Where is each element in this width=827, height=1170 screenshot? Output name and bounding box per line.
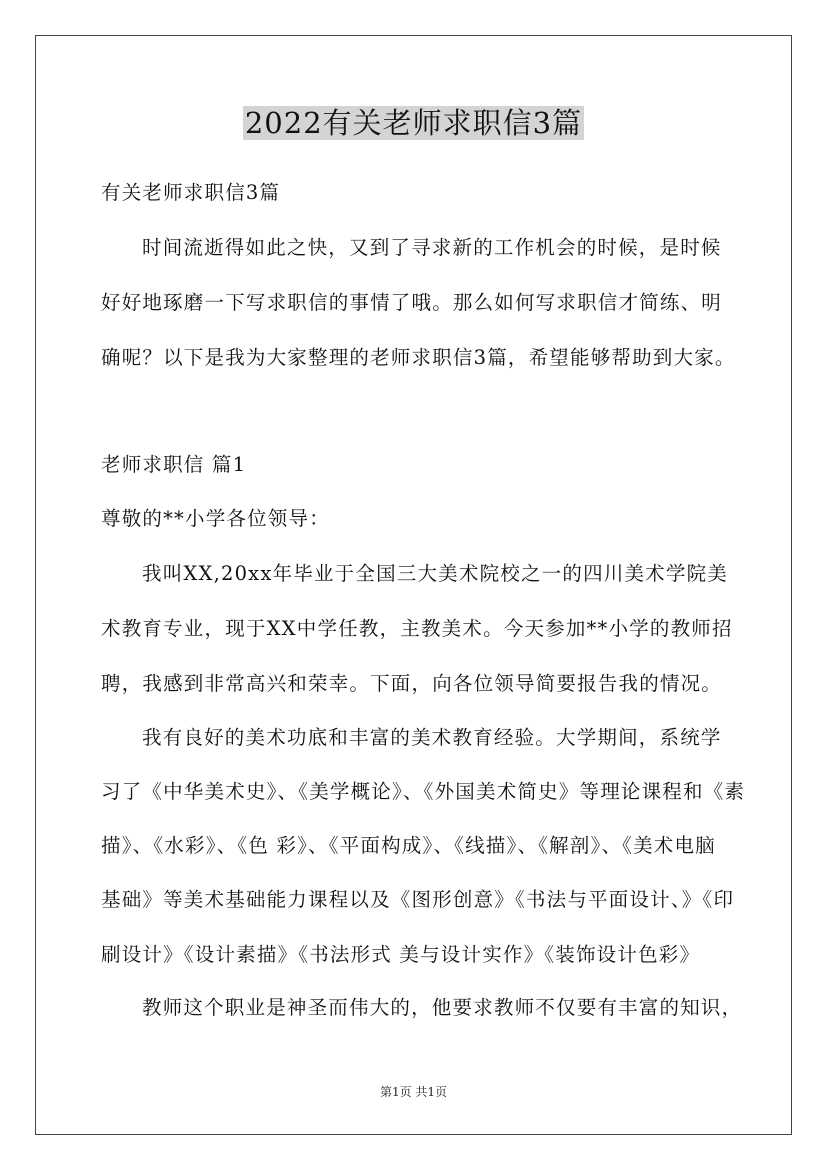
paragraph-2-line-4: 基础》等美术基础能力课程以及《图形创意》《书法与平面设计、》《印	[101, 888, 735, 911]
subtitle-line: 有关老师求职信3篇	[101, 181, 281, 204]
paragraph-1-line-3: 聘，我感到非常高兴和荣幸。下面，向各位领导简要报告我的情况。	[101, 672, 723, 695]
paragraph-2-line-1: 我有良好的美术功底和丰富的美术教育经验。大学期间，系统学	[142, 726, 722, 749]
document-title-text: 2022有关老师求职信3篇	[244, 106, 583, 140]
intro-paragraph-line-2: 好好地琢磨一下写求职信的事情了哦。那么如何写求职信才简练、明	[101, 291, 723, 314]
section-heading: 老师求职信 篇1	[101, 453, 247, 476]
paragraph-2-line-5: 刷设计》《设计素描》《书法形式 美与设计实作》《装饰设计色彩》	[101, 943, 701, 966]
paragraph-2-line-3: 描》、《水彩》、《色 彩》、《平面构成》、《线描》、《解剖》、《美术电脑	[101, 834, 716, 857]
intro-paragraph-line-1: 时间流逝得如此之快，又到了寻求新的工作机会的时候，是时候	[142, 236, 722, 259]
paragraph-2-line-2: 习了《中华美术史》、《美学概论》、《外国美术简史》等理论课程和《素	[101, 780, 746, 803]
paragraph-1-line-1: 我叫XX,20xx年毕业于全国三大美术院校之一的四川美术学院美	[142, 562, 728, 585]
paragraph-1-line-2: 术教育专业，现于XX中学任教，主教美术。今天参加**小学的教师招	[101, 617, 733, 640]
page-footer: 第1页 共1页	[379, 1085, 448, 1099]
document-title	[0, 103, 827, 143]
paragraph-3-line-1: 教师这个职业是神圣而伟大的，他要求教师不仅要有丰富的知识，	[142, 996, 743, 1019]
intro-paragraph-line-3: 确呢？以下是我为大家整理的老师求职信3篇，希望能够帮助到大家。	[101, 346, 736, 369]
salutation-line: 尊敬的**小学各位领导：	[101, 507, 330, 530]
